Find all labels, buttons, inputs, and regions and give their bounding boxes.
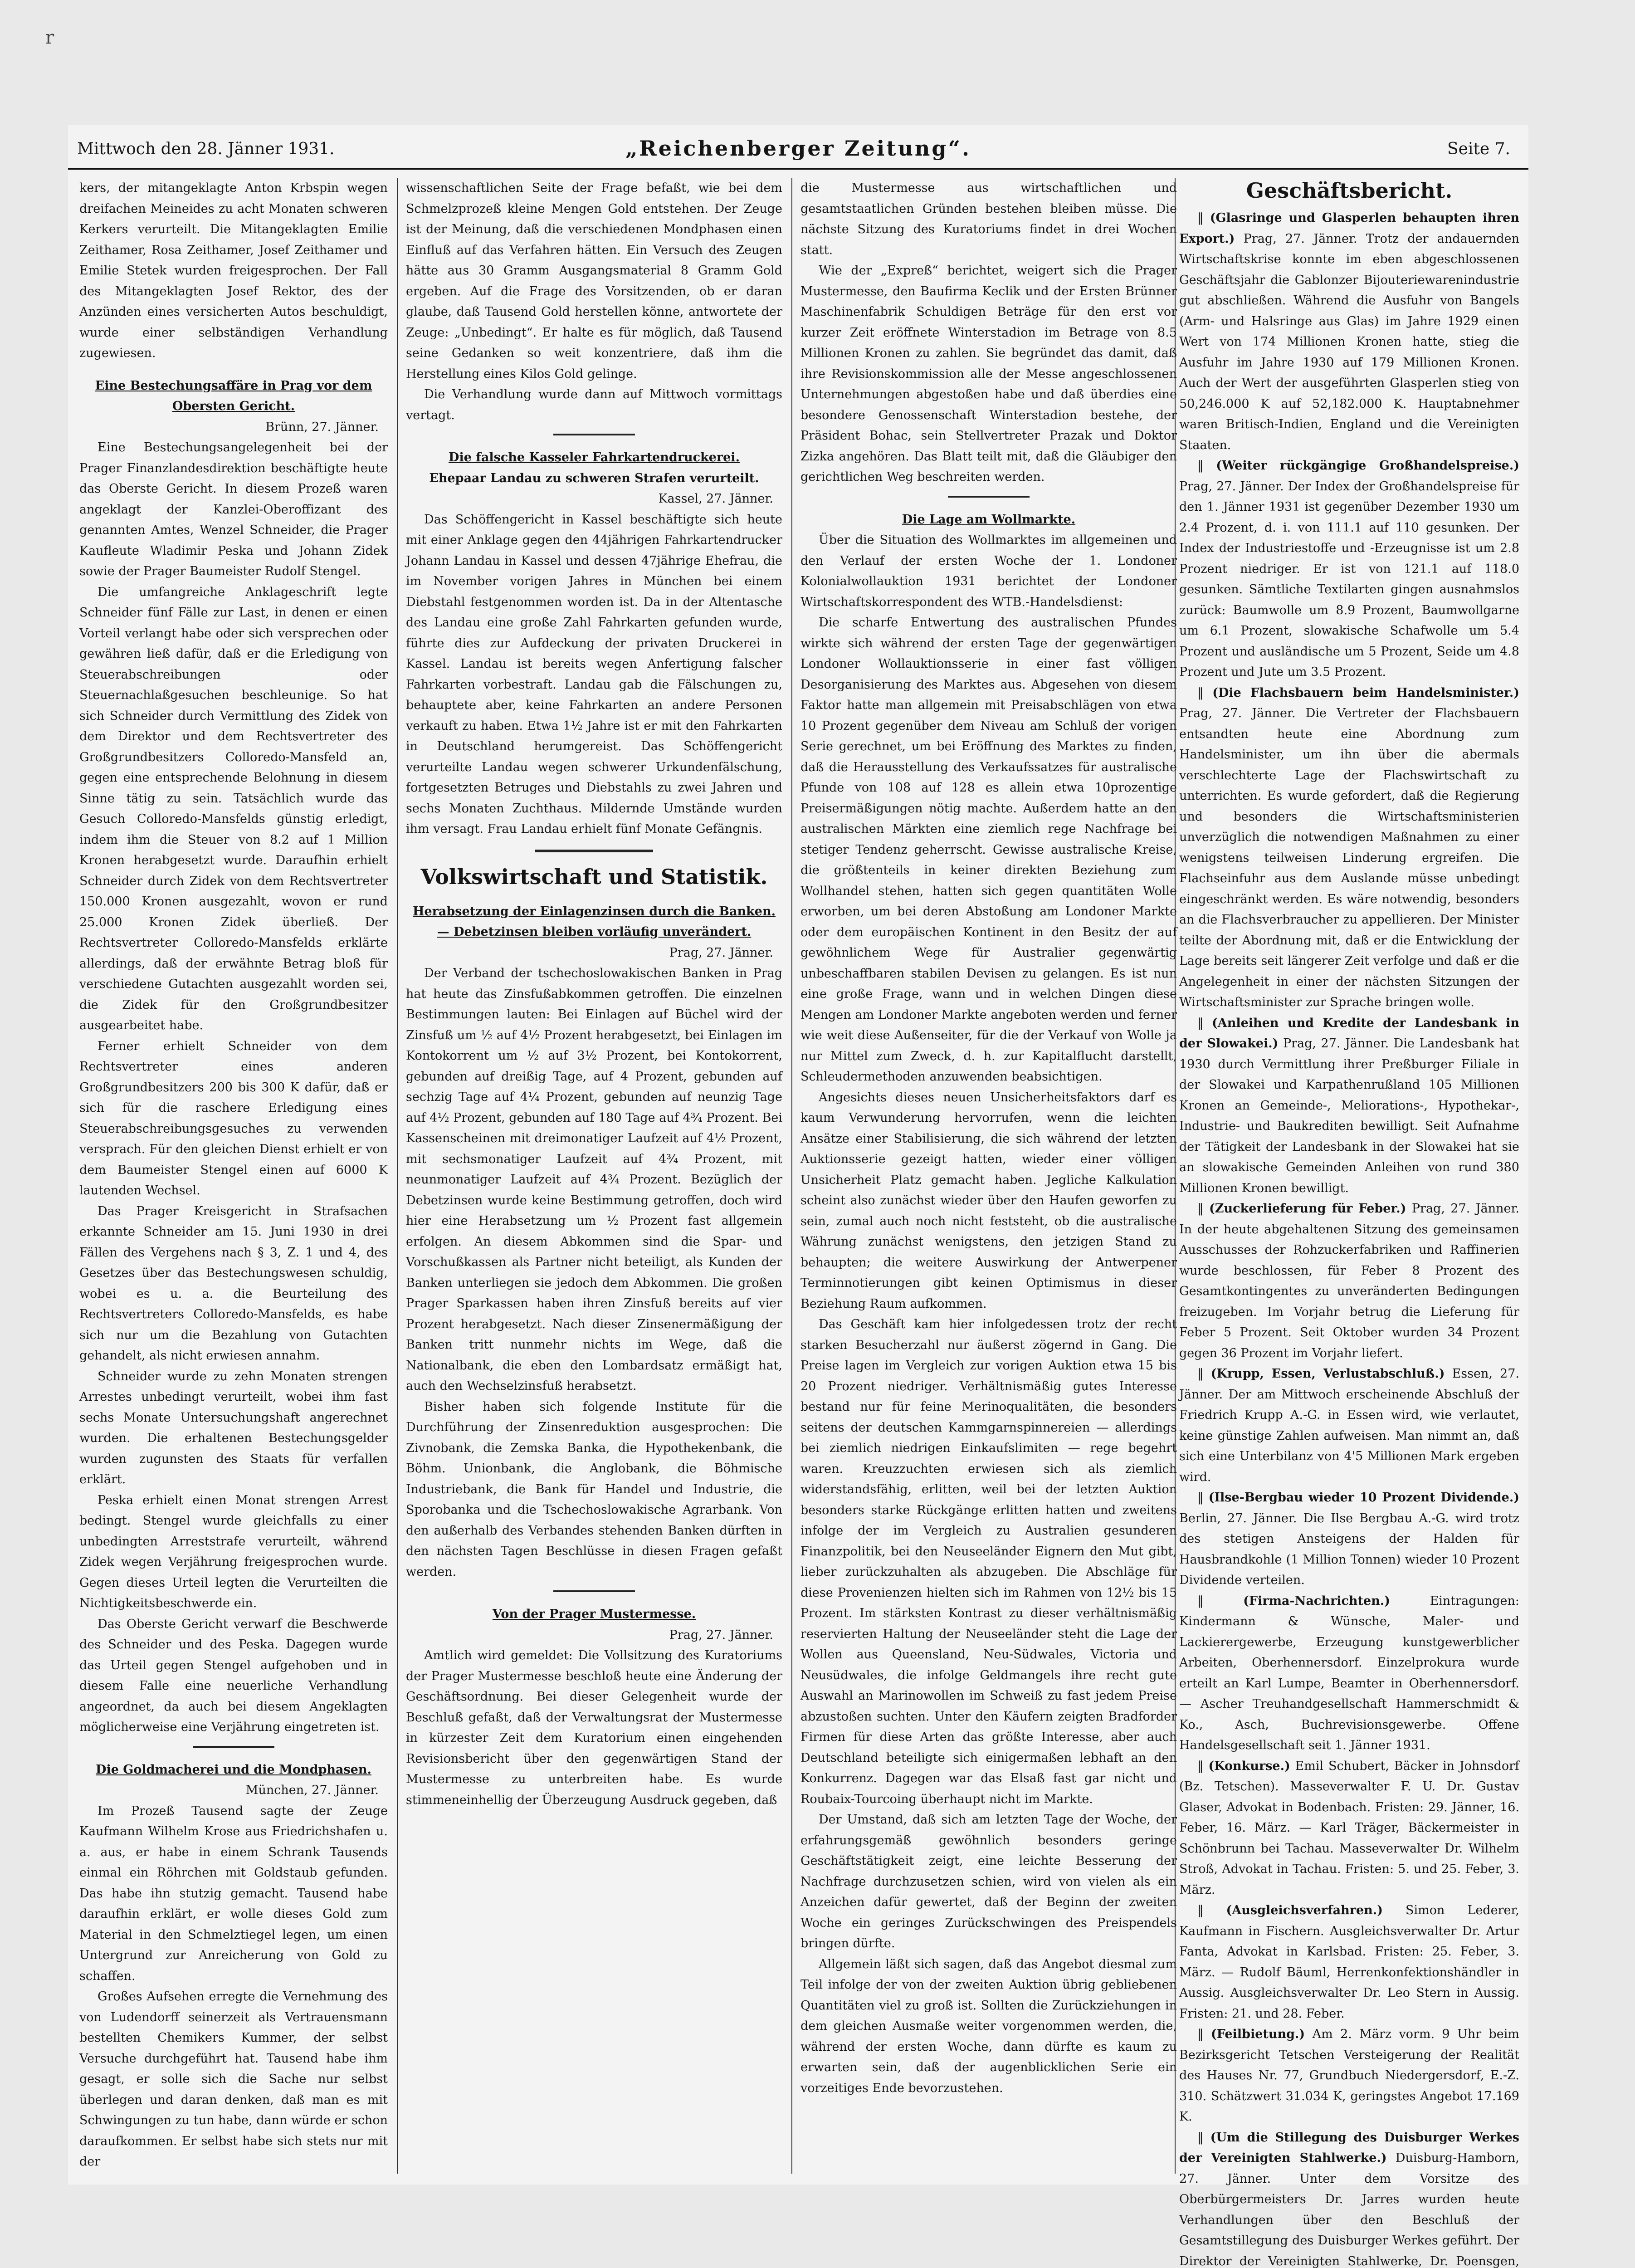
paragraph: Die umfangreiche Anklageschrift legte Schneider fünf Fälle zur Last, in denen er einen Vorteil verlangt habe oder sich versprechen oder gewähren ließ dafür, daß er die Erledigung von Steuerabschreibungen oder Steuernachlaßgesuchen beschleunige. So hat sich Schneider durch Vermittlung des Zidek von dem Direktor und dem Rechtsvertreter des Großgrundbesitzers Colloredo-Mansfeld an, gegen eine entsprechende Belohnung in diesem Sinne tätig zu sein. Tatsächlich wurde das Gesuch Colloredo-Mansfelds günstig erledigt, indem ihm die Steuer von 8.2 auf 1 Million Kronen herabgesetzt wurde. Daraufhin erhielt Schneider durch Zidek von dem Rechtsvertreter 150.000 Kronen ausgezahlt, wovon er rund 25.000 Kronen Zidek überließ. Der Rechtsvertreter Colloredo-Mansfelds erklärte allerdings, daß der erwähnte Betrag bloß für verschiedene Gutachten ausgezahlt worden sei, die Zidek für den Großgrundbesitzer ausgearbeitet habe. xyxy=(79,582,388,1036)
section-divider xyxy=(553,434,635,435)
section-divider xyxy=(948,496,1030,498)
dateline: Kassel, 27. Jänner. xyxy=(406,489,773,509)
paragraph: die Mustermesse aus wirtschaftlichen und gesamtstaatlichen Gründen bestehen bleiben müsse. Die nächste Sitzung des Kuratoriums findet in drei Wochen statt. xyxy=(800,178,1177,260)
business-news-item: ‖ (Krupp, Essen, Verlustabschluß.) Essen, 27. Jänner. Der am Mittwoch erscheinende Abschluß der Friedrich Krupp A.-G. in Essen wird, wie verlautet, keine günstige Zahlen aufweisen. Man nimmt an, daß sich eine Unterbilanz von 4'5 Millionen Mark ergeben wird. xyxy=(1179,1364,1519,1487)
section-divider xyxy=(535,850,653,852)
news-item-heading: (Feilbietung.) xyxy=(1211,2027,1305,2041)
news-item-text: Prag, 27. Jänner. Die Landesbank hat 1930 durch Vermittlung ihrer Preßburger Filiale in der Slowakei und Karpathenrußland 105 Millionen Kronen an Gemeinde-, Meliorations-, Hypothekar-, Industrie- und Baukrediten bewilligt. Seit Aufnahme der Tätigkeit der Landesbank in der Slowakei hat sie an slowakische Gemeinden Anleihen von rund 380 Millionen Kronen bewilligt. xyxy=(1179,1036,1519,1195)
dateline: Prag, 27. Jänner. xyxy=(406,943,773,963)
section-divider xyxy=(193,1746,274,1748)
column-3 xyxy=(800,178,1177,2178)
business-news-item: ‖ (Die Flachsbauern beim Handelsminister.) Prag, 27. Jänner. Die Vertreter der Flachsbauern entsandten heute eine Abordnung zum Handelsminister, um ihn über die abermals verschlechterte Lage der Flachswirtschaft zu unterrichten. Es wurde gefordert, daß die Regierung und besonders die Wirtschaftsministerien unverzüglich die notwendigen Maßnahmen zu einer wenigstens teilweisen Linderung ergreifen. Die Flachseinfuhr aus dem Auslande müsse unbedingt eingeschränkt werden. Es wäre notwendig, besonders an die Flachsverbraucher zu appellieren. Der Minister teilte der Abordnung mit, daß er die Entwicklung der Lage bereits seit längerer Zeit verfolge und daß er die Angelegenheit in einer der nächsten Sitzungen der Wirtschaftsminister zur Sprache bringen wolle. xyxy=(1179,683,1519,1013)
paragraph: Amtlich wird gemeldet: Die Vollsitzung des Kuratoriums der Prager Mustermesse beschloß heute eine Änderung der Geschäftsordnung. Bei dieser Gelegenheit wurde der Beschluß gefaßt, daß der Verwaltungsrat der Mustermesse in kürzester Zeit dem Kuratorium einen eingehenden Revisionsbericht über den gegenwärtigen Stand der Mustermesse zu unterbreiten habe. Es wurde stimmeneinhellig der Überzeugung Ausdruck gegeben, daß xyxy=(406,1645,782,1810)
paragraph: Allgemein läßt sich sagen, daß das Angebot diesmal zum Teil infolge der von der zweiten Auktion übrig gebliebenen Quantitäten viel zu groß ist. Sollten die Zurückziehungen in dem gleichen Ausmaße weiter vorgenommen werden, die, während der ersten Woche, dann dürfte es kaum zu erwarten sein, daß der augenblicklichen Serie ein vorzeitiges Ende bevorzustehen. xyxy=(800,1954,1177,2099)
paragraph: Die Verhandlung wurde dann auf Mittwoch vormittags vertagt. xyxy=(406,384,782,425)
newspaper-title: „Reichenberger Zeitung“. xyxy=(68,136,1528,161)
paragraph: Eine Bestechungsangelegenheit bei der Prager Finanzlandesdirektion beschäftigte heute das Oberste Gericht. In diesem Prozeß waren angeklagt der Kanzlei-Oberoffizant des genannten Amtes, Wenzel Schneider, die Prager Kaufleute Wladimir Peska und Johann Zidek sowie der Prager Baumeister Rudolf Stengel. xyxy=(79,437,388,582)
business-news-item: ‖ (Glasringe und Glasperlen behaupten ihren Export.) Prag, 27. Jänner. Trotz der andauernden Wirtschaftskrise konnte im eben abgeschlossenen Geschäftsjahr die Gablonzer Bijouteriewarenindustrie gut abschließen. Während die Ausfuhr von Bangels (Arm- und Halsringe aus Glas) im Jahre 1929 einen Wert von 174 Millionen Kronen hatte, stieg die Ausfuhr im Jahre 1930 auf 179 Millionen Kronen. Auch der Wert der ausgeführten Glasperlen stieg von 50,246.000 K auf 52,182.000 K. Hauptabnehmer waren Britisch-Indien, England und die Vereinigten Staaten. xyxy=(1179,208,1519,455)
news-item-text: Simon Lederer, Kaufmann in Fischern. Ausgleichsverwalter Dr. Artur Fanta, Advokat in Karlsbad. Fristen: 25. Feber, 3. März. — Rudolf Bäuml, Herrenkonfektionshändler in Aussig. Ausgleichsverwalter Dr. Leo Stern in Aussig. Fristen: 21. und 28. Feber. xyxy=(1179,1903,1519,2021)
news-item-text: Emil Schubert, Bäcker in Johnsdorf (Bz. Tetschen). Masseverwalter F. U. Dr. Gustav Glaser, Advokat in Bodenbach. Fristen: 29. Jänner, 16. Feber, 16. März. — Karl Träger, Bäckermeister in Schönbrunn bei Tachau. Masseverwalter Dr. Wilhelm Stroß, Advokat in Tachau. Fristen: 5. und 25. Feber, 3. März. xyxy=(1179,1759,1519,1897)
business-news-item: ‖ (Konkurse.) Emil Schubert, Bäcker in Johnsdorf (Bz. Tetschen). Masseverwalter F. U. Dr. Gustav Glaser, Advokat in Bodenbach. Fristen: 29. Jänner, 16. Feber, 16. März. — Karl Träger, Bäckermeister in Schönbrunn bei Tachau. Masseverwalter Dr. Wilhelm Stroß, Advokat in Tachau. Fristen: 5. und 25. Feber, 3. März. xyxy=(1179,1756,1519,1901)
business-news-list xyxy=(1179,208,1519,2268)
page-header xyxy=(68,136,1528,177)
article-headline: Eine Bestechungsaffäre in Prag vor dem Obersten Gericht. xyxy=(79,376,388,417)
news-item-heading: (Ausgleichsverfahren.) xyxy=(1226,1903,1383,1917)
column-2 xyxy=(406,178,782,2178)
section-title: Volkswirtschaft und Statistik. xyxy=(406,864,782,890)
article-headline: Die Lage am Wollmarkte. xyxy=(800,509,1177,530)
news-item-heading: (Ilse-Bergbau wieder 10 Prozent Dividende.) xyxy=(1209,1491,1519,1505)
business-news-item: ‖ (Um die Stillegung des Duisburger Werkes der Vereinigten Stahlwerke.) Duisburg-Hamborn, 27. Jänner. Unter dem Vorsitze des Oberbürgermeisters Dr. Jarres wurden heute Verhandlungen über den Beschluß der Gesamtstillegung des Duisburger Werkes geführt. Der Direktor der Vereinigten Stahlwerke, Dr. Poensgen, xyxy=(1179,2127,1519,2268)
dateline: München, 27. Jänner. xyxy=(79,1780,379,1801)
paragraph: Das Oberste Gericht verwarf die Beschwerde des Schneider und des Peska. Dagegen wurde das Urteil gegen Stengel aufgehoben und in diesem Falle eine neuerliche Verhandlung angeordnet, da auch bei diesem Angeklagten möglicherweise eine Verjährung eingetreten ist. xyxy=(79,1614,388,1738)
paragraph: Der Verband der tschechoslowakischen Banken in Prag hat heute das Zinsfußabkommen getroffen. Die einzelnen Bestimmungen lauten: Bei Einlagen auf Büchel wird der Zinsfuß um ½ auf 4½ Prozent herabgesetzt, bei Einlagen im Kontokorrent um ½ auf 3½ Prozent, bei Kontokorrent, gebunden auf dreißig Tage, auf 4 Prozent, gebunden auf sechzig Tage auf 4¼ Prozent, gebunden auf neunzig Tage auf 4½ Prozent, gebunden auf 180 Tage auf 4¾ Prozent. Bei Kassenscheinen mit dreimonatiger Laufzeit auf 4½ Prozent, mit sechsmonatiger Laufzeit auf 4¾ Prozent, mit neunmonatiger Laufzeit auf 4¾ Prozent. Bezüglich der Debetzinsen wurde keine Bestimmung getroffen, doch wird hier eine Herabsetzung um ½ Prozent fast allgemein erfolgen. An diesem Abkommen sind die Spar- und Vorschußkassen als Partner nicht beteiligt, als Kunden der Banken unterliegen sie jedoch dem Abkommen. Die großen Prager Sparkassen haben ihren Zinsfuß bereits auf vier Prozent herabgesetzt. Nach dieser Zinsenermäßigung der Banken tritt nunmehr nichts im Wege, daß die Nationalbank, die eben den Lombardsatz ermäßigt hat, auch den Wechselzinsfuß herabsetzt. xyxy=(406,963,782,1397)
column-separator xyxy=(397,178,398,2174)
paragraph: Der Umstand, daß sich am letzten Tage der Woche, der erfahrungsgemäß gewöhnlich besonders geringe Geschäftstätigkeit zeigt, eine leichte Besserung der Nachfrage durchzusetzen schien, wird von vielen als ein Anzeichen dafür gewertet, daß der Beginn der zweiten Woche ein geringes Zurückschwingen des Preispendels bringen dürfte. xyxy=(800,1809,1177,1954)
paragraph: Die scharfe Entwertung des australischen Pfundes wirkte sich während der ersten Tage der gegenwärtigen Londoner Wollauktionsserie in einer fast völligen Desorganisierung des Marktes aus. Abgesehen von diesem Faktor hatte man allgemein mit Preisabschlägen von etwa 10 Prozent gegenüber dem Niveau am Schluß der vorigen Serie gerechnet, um bei Eröffnung des Marktes zu finden, daß die Herausstellung des Verkaufssatzes für australische Pfunde von 108 auf 128 es allein etwa 10prozentige Preisermäßigungen nötig machte. Außerdem hatte an den australischen Märkten eine ziemlich rege Nachfrage bei stetiger Tendenz geherrscht. Gewisse australische Kreise, die größtenteils in keiner direkten Beziehung zum Wollhandel stehen, hatten sich gegen quantitäten Wolle erworben, um bei deren Abstoßung am Londoner Markte oder dem europäischen Kontinent in den Besitz der auf gewöhnlichem Wege für Australier gegenwärtig unbeschaffbaren stabilen Devisen zu gelangen. Es ist nun eine große Frage, wann und in welchen Dingen diese Mengen am Londoner Markte angeboten werden und ferner wie weit diese Außenseiter, für die der Verkauf von Wolle ja nur Mittel zum Zweck, d. h. zur Kapitalflucht darstellt, Schleudermethoden anzuwenden beabsichtigen. xyxy=(800,612,1177,1087)
paragraph: Im Prozeß Tausend sagte der Zeuge Kaufmann Wilhelm Krose aus Friedrichshafen u. a. aus, er habe in einem Schrank Tausends einmal ein Röhrchen mit Goldstaub gefunden. Das habe ihn stutzig gemacht. Tausend habe daraufhin erklärt, er wolle dieses Gold zum Material in den Schmelztiegel legen, um einen Untergrund zur Anreicherung von Gold zu schaffen. xyxy=(79,1801,388,1987)
paragraph: Schneider wurde zu zehn Monaten strengen Arrestes unbedingt verurteilt, wobei ihm fast sechs Monate Untersuchungshaft angerechnet wurden. Die erhaltenen Bestechungsgelder wurden zugunsten des Staats für verfallen erklärt. xyxy=(79,1366,388,1490)
column-4 xyxy=(1179,178,1519,2178)
news-item-text: Eintragungen: Kindermann & Wünsche, Maler- und Lackierergewerbe, Erzeugung kunstgewerblicher Arbeiten, Oberhennersdorf. Einzelprokura wurde erteilt an Karl Lumpe, Beamter in Oberhennersdorf. — Ascher Treuhandgesellschaft Hammerschmidt & Ko., Asch, Buchrevisionsgewerbe. Offene Handelsgesellschaft seit 1. Jänner 1931. xyxy=(1179,1594,1519,1753)
business-news-item: ‖ (Zuckerlieferung für Feber.) Prag, 27. Jänner. In der heute abgehaltenen Sitzung des gemeinsamen Ausschusses der Rohzuckerfabriken und Raffinerien wurde beschlossen, für Feber 8 Prozent des Gesamtkontingentes zu unveränderten Bedingungen freizugeben. Im Vorjahr betrug die Lieferung für Feber 5 Prozent. Seit Oktober wurden 34 Prozent gegen 36 Prozent im Vorjahr liefert. xyxy=(1179,1198,1519,1364)
paragraph: Das Geschäft kam hier infolgedessen trotz der recht starken Besucherzahl nur äußerst zögernd in Gang. Die Preise lagen im Vergleich zur vorigen Auktion etwa 15 bis 20 Prozent niedriger. Verhältnismäßig gutes Interesse bestand nur für feine Merinoqualitäten, die besonders seitens der deutschen Kammgarnspinnereien — allerdings bei ziemlich niedrigen Einkaufslimiten — rege begehrt waren. Kreuzzuchten erwiesen sich als ziemlich widerstandsfähig, erlitten, weil bei der letzten Auktion besonders starke Rückgänge erlitten hatten und zweitens infolge der im Vergleich zu Australien gesunderen Finanzpolitik, bei den Neuseeländer Eignern den Mut gibt, lieber zurückzuhalten als abzugeben. Die Abschläge für diese Provenienzen hielten sich im Rahmen von 12½ bis 15 Prozent. Im stärksten Kontrast zu dieser verhältnismäßig reservierten Haltung der Neuseeländer steht die Lage der Wollen aus Queensland, Neu-Südwales, Victoria und Neusüdwales, die infolge Geldmangels ihre recht gute Auswahl an Marinowollen im Schweiß zu fast jedem Preise abzustoßen suchten. Unter den Käufern zeigten Bradforder Firmen für diese Arten das größte Interesse, aber auch Deutschland beteiligte sich einigermaßen lebhaft an den Konkurrenz. Dagegen war das Elsaß fast gar nicht und Roubaix-Tourcoing überhaupt nicht im Markte. xyxy=(800,1314,1177,1809)
business-news-item: ‖ (Ilse-Bergbau wieder 10 Prozent Dividende.) Berlin, 27. Jänner. Die Ilse Bergbau A.-G. wird trotz des stetigen Ansteigens der Halden für Hausbrandkohle (1 Million Tonnen) wieder 10 Prozent Dividende verteilen. xyxy=(1179,1487,1519,1591)
news-item-text: Essen, 27. Jänner. Der am Mittwoch erscheinende Abschluß der Friedrich Krupp A.-G. in Essen wird, wie verlautet, keine günstige Zahlen aufweisen. Man nimmt an, daß sich eine Unterbilanz von 4'5 Millionen Mark ergeben wird. xyxy=(1179,1367,1519,1484)
article-headline: Herabsetzung der Einlagenzinsen durch die Banken. — Debetzinsen bleiben vorläufig unverändert. xyxy=(406,901,782,943)
business-news-item: ‖ (Weiter rückgängige Großhandelspreise.) Prag, 27. Jänner. Der Index der Großhandelspreise für den 1. Jänner 1931 ist gegenüber Dezember 1930 um 2.4 Prozent, d. i. von 111.1 auf 110 gesunken. Der Index der Industriestoffe und -Erzeugnisse ist um 2.8 Prozent niedriger. Er ist von 121.1 auf 118.0 gesunken. Sämtliche Textilarten gingen ausnahmslos zurück: Baumwolle um 8.9 Prozent, Baumwollgarne um 6.1 Prozent, slowakische Schafwolle um 5.4 Prozent und ausländische um 5 Prozent, Seide um 4.8 Prozent und Jute um 3.5 Prozent. xyxy=(1179,455,1519,683)
business-news-item: ‖ (Ausgleichsverfahren.) Simon Lederer, Kaufmann in Fischern. Ausgleichsverwalter Dr. Artur Fanta, Advokat in Karlsbad. Fristen: 25. Feber, 3. März. — Rudolf Bäuml, Herrenkonfektionshändler in Aussig. Ausgleichsverwalter Dr. Leo Stern in Aussig. Fristen: 21. und 28. Feber. xyxy=(1179,1900,1519,2024)
article-headline: Von der Prager Mustermesse. xyxy=(406,1604,782,1625)
dateline: Prag, 27. Jänner. xyxy=(406,1625,773,1646)
article-headline: Die Goldmacherei und die Mondphasen. xyxy=(79,1760,388,1780)
section-title: Geschäftsbericht. xyxy=(1179,178,1519,203)
dateline: Brünn, 27. Jänner. xyxy=(79,417,379,438)
news-item-text: Duisburg-Hamborn, 27. Jänner. Unter dem Vorsitze des Oberbürgermeisters Dr. Jarres wurden heute Verhandlungen über den Beschluß der Gesamtstillegung des Duisburger Werkes geführt. Der Direktor der Vereinigten Stahlwerke, Dr. Poensgen, xyxy=(1179,2151,1519,2268)
news-item-heading: (Glasringe und Glasperlen behaupten ihren Export.) xyxy=(1179,211,1519,246)
news-item-heading: (Weiter rückgängige Großhandelspreise.) xyxy=(1216,459,1519,473)
column-1 xyxy=(79,178,388,2178)
header-rule xyxy=(68,168,1528,170)
column-separator xyxy=(791,178,792,2174)
article-subheadline: Ehepaar Landau zu schweren Strafen verurteilt. xyxy=(406,468,782,489)
header-date: Mittwoch den 28. Jänner 1931. xyxy=(77,140,335,158)
business-news-item: ‖ (Anleihen und Kredite der Landesbank in der Slowakei.) Prag, 27. Jänner. Die Landesbank hat 1930 durch Vermittlung ihrer Preßburger Filiale in der Slowakei und Karpathenrußland 105 Millionen Kronen an Gemeinde-, Meliorations-, Hypothekar-, Industrie- und Baukrediten bewilligt. Seit Aufnahme der Tätigkeit der Landesbank in der Slowakei hat sie an slowakische Gemeinden Anleihen von rund 380 Millionen Kronen bewilligt. xyxy=(1179,1013,1519,1199)
paragraph: Großes Aufsehen erregte die Vernehmung des von Ludendorff seinerzeit als Vertrauensmann bestellten Chemikers Kummer, der selbst Versuche durchgeführt hat. Tausend habe ihm gesagt, er solle sich die Sache nur selbst überlegen und daran denken, daß man es mit Schwingungen zu tun habe, dann würde er schon daraufkommen. Er selbst habe sich stets nur mit der xyxy=(79,1986,388,2172)
news-item-heading: (Krupp, Essen, Verlustabschluß.) xyxy=(1211,1367,1445,1381)
paragraph: wissenschaftlichen Seite der Frage befaßt, wie bei dem Schmelzprozeß kleine Mengen Gold entstehen. Der Zeuge ist der Meinung, daß die verschiedenen Mondphasen einen Einfluß auf das Verfahren hätten. Ein Versuch des Zeugen hätte aus 30 Gramm Ausgangsmaterial 8 Gramm Gold ergeben. Auf die Frage des Vorsitzenden, ob er daran glaube, daß Tausend Gold herstellen könne, antwortete der Zeuge: „Unbedingt“. Er halte es für möglich, daß Tausend seine Gedanken so weit konzentriere, daß ihm die Herstellung eines Kilos Gold gelinge. xyxy=(406,178,782,384)
corner-mark: r xyxy=(45,27,54,48)
news-item-text: Prag, 27. Jänner. Die Vertreter der Flachsbauern entsandten heute eine Abordnung zum Handelsminister, um ihn über die abermals verschlechterte Lage der Flachswirtschaft zu unterrichten. Es wurde gefordert, daß die Regierung und besonders die Wirtschaftsministerien unverzüglich die notwendigen Maßnahmen zu einer wenigstens teilweisen Linderung ergreifen. Die Flachseinfuhr aus dem Auslande müsse unbedingt eingeschränkt werden. Es wäre notwendig, besonders an die Flachsverbraucher zu appellieren. Der Minister teilte der Abordnung mit, daß er die Entwicklung der Lage bereits seit längerer Zeit verfolge und daß er die Angelegenheit in einer der nächsten Sitzungen der Wirtschaftsminister zur Sprache bringen wolle. xyxy=(1179,706,1519,1009)
paragraph: Über die Situation des Wollmarktes im allgemeinen und den Verlauf der ersten Woche der 1. Londoner Kolonialwollauktion 1931 berichtet der Londoner Wirtschaftskorrespondent des WTB.-Handelsdienst: xyxy=(800,530,1177,612)
news-item-heading: (Konkurse.) xyxy=(1208,1759,1290,1773)
business-news-item: ‖ (Firma-Nachrichten.) Eintragungen: Kindermann & Wünsche, Maler- und Lackierergewerbe, Erzeugung kunstgewerblicher Arbeiten, Oberhennersdorf. Einzelprokura wurde erteilt an Karl Lumpe, Beamter in Oberhennersdorf. — Ascher Treuhandgesellschaft Hammerschmidt & Ko., Asch, Buchrevisionsgewerbe. Offene Handelsgesellschaft seit 1. Jänner 1931. xyxy=(1179,1591,1519,1756)
news-item-text: Prag, 27. Jänner. Der Index der Großhandelspreise für den 1. Jänner 1931 ist gegenüber Dezember 1930 um 2.4 Prozent, d. i. von 111.1 auf 110 gesunken. Der Index der Industriestoffe und -Erzeugnisse ist um 2.8 Prozent niedriger. Er ist von 121.1 auf 118.0 gesunken. Sämtliche Textilarten gingen ausnahmslos zurück: Baumwolle um 8.9 Prozent, Baumwollgarne um 6.1 Prozent, slowakische Schafwolle um 5.4 Prozent und ausländische um 5 Prozent, Seide um 4.8 Prozent und Jute um 3.5 Prozent. xyxy=(1179,479,1519,679)
news-item-heading: (Die Flachsbauern beim Handelsminister.) xyxy=(1212,686,1519,700)
news-item-text: Am 2. März vorm. 9 Uhr beim Bezirksgericht Tetschen Versteigerung der Realität des Hauses Nr. 77, Grundbuch Niedergersdorf, E.-Z. 310. Schätzwert 31.034 K, geringstes Angebot 17.169 K. xyxy=(1179,2027,1519,2124)
section-divider xyxy=(553,1590,635,1592)
news-item-heading: (Firma-Nachrichten.) xyxy=(1243,1594,1390,1608)
paragraph: Peska erhielt einen Monat strengen Arrest bedingt. Stengel wurde gleichfalls zu einer unbedingten Arreststrafe verurteilt, während Zidek wegen Verjährung freigesprochen wurde. Gegen dieses Urteil legten die Verurteilten die Nichtigkeitsbeschwerde ein. xyxy=(79,1490,388,1614)
paragraph: Wie der „Expreß“ berichtet, weigert sich die Prager Mustermesse, den Baufirma Keclik und der Ersten Brünner Maschinenfabrik Schuldigen Beträge für den erst vor kurzer Zeit eröffnete Winterstadion im Betrage von 8.5 Millionen Kronen zu zahlen. Sie begründet das damit, daß ihre Revisionskommission alle der Messe angeschlossenen Unternehmungen abgestoßen habe und daß überdies eine besondere Genossenschaft Winterstadion bestehe, der Präsident Bohac, sein Stellvertreter Prazak und Doktor Zizka angehören. Das Blatt teilt mit, daß die Gläubiger den gerichtlichen Weg beschreiten werden. xyxy=(800,260,1177,488)
news-item-text: Berlin, 27. Jänner. Die Ilse Bergbau A.-G. wird trotz des stetigen Ansteigens der Halden für Hausbrandkohle (1 Million Tonnen) wieder 10 Prozent Dividende verteilen. xyxy=(1179,1511,1519,1588)
business-news-item: ‖ (Feilbietung.) Am 2. März vorm. 9 Uhr beim Bezirksgericht Tetschen Versteigerung der Realität des Hauses Nr. 77, Grundbuch Niedergersdorf, E.-Z. 310. Schätzwert 31.034 K, geringstes Angebot 17.169 K. xyxy=(1179,2024,1519,2127)
paragraph: Angesichts dieses neuen Unsicherheitsfaktors darf es kaum Verwunderung hervorrufen, wenn die leichten Ansätze einer Stabilisierung, die sich während der letzten Auktionsserie gezeigt hatten, wieder einer völligen Unsicherheit Platz gemacht haben. Jegliche Kalkulation scheint also zunächst wieder über den Haufen geworfen zu sein, zumal auch noch nicht feststeht, ob die australische Währung zunächst wenigstens, den jetzigen Stand zu behaupten; die weitere Auswirkung der Antwerpener Terminnotierungen gibt keinen Optimismus in dieser Beziehung Raum aufkommen. xyxy=(800,1087,1177,1315)
news-item-heading: (Anleihen und Kredite der Landesbank in der Slowakei.) xyxy=(1179,1016,1519,1051)
news-item-text: Prag, 27. Jänner. Trotz der andauernden Wirtschaftskrise konnte im eben abgeschlossenen Geschäftsjahr die Gablonzer Bijouteriewarenindustrie gut abschließen. Während die Ausfuhr von Bangels (Arm- und Halsringe aus Glas) im Jahre 1929 einen Wert von 174 Millionen Kronen hatte, stieg die Ausfuhr im Jahre 1930 auf 179 Millionen Kronen. Auch der Wert der ausgeführten Glasperlen stieg von 50,246.000 K auf 52,182.000 K. Hauptabnehmer waren Britisch-Indien, England und die Vereinigten Staaten. xyxy=(1179,232,1519,452)
page-number: Seite 7. xyxy=(1447,140,1510,158)
paragraph: Bisher haben sich folgende Institute für die Durchführung der Zinsenreduktion ausgesprochen: Die Zivnobank, die Zemska Banka, die Hypothekenbank, die Böhm. Unionbank, die Anglobank, die Böhmische Industriebank, die Bank für Handel und Industrie, die Sporobanka und die Tschechoslowakische Agrarbank. Von den außerhalb des Verbandes stehenden Banken dürften in den nächsten Tagen Beschlüsse in diesen Fragen gefaßt werden. xyxy=(406,1397,782,1583)
paragraph: kers, der mitangeklagte Anton Krbspin wegen dreifachen Meineides zu acht Monaten schweren Kerkers verurteilt. Die Mitangeklagten Emilie Zeithamer, Rosa Zeithamer, Josef Zeithamer und Emilie Stetek wurden freigesprochen. Der Fall des Mitangeklagten Josef Rektor, des der Anzünden eines versicherten Autos beschuldigt, wurde einer selbständigen Verhandlung zugewiesen. xyxy=(79,178,388,364)
news-item-heading: (Um die Stillegung des Duisburger Werkes der Vereinigten Stahlwerke.) xyxy=(1179,2131,1519,2165)
paragraph: Das Schöffengericht in Kassel beschäftigte sich heute mit einer Anklage gegen den 44jährigen Fahrkartendrucker Johann Landau in Kassel und dessen 47jährige Ehefrau, die im November vorigen Jahres in München bei einem Diebstahl festgenommen worden ist. Da in der Altentasche des Landau eine große Zahl Fahrkarten gefunden wurde, führte dies zur Aufdeckung der privaten Druckerei in Kassel. Landau ist bereits wegen Anfertigung falscher Fahrkarten vorbestraft. Landau gab die Fälschungen zu, behauptete aber, keine Fahrkarten an andere Personen verkauft zu haben. Etwa 1½ Jahre ist er mit den Fahrkarten in Deutschland herumgereist. Das Schöffengericht verurteilte Landau wegen schwerer Urkundenfälschung, fortgesetzten Betruges und Diebstahls zu zwei Jahren und sechs Monaten Zuchthaus. Mildernde Umstände wurden ihm versagt. Frau Landau erhielt fünf Monate Gefängnis. xyxy=(406,509,782,840)
paragraph: Das Prager Kreisgericht in Strafsachen erkannte Schneider am 15. Juni 1930 in drei Fällen des Vergehens nach § 3, Z. 1 und 4, des Gesetzes über das Bestechungswesen schuldig, wobei es u. a. die Beurteilung des Rechtsvertreters Colloredo-Mansfelds, es habe sich nur um die Bezahlung von Gutachten gehandelt, als nicht erwiesen annahm. xyxy=(79,1201,388,1366)
article-headline: Die falsche Kasseler Fahrkartendruckerei. xyxy=(406,447,782,468)
news-item-heading: (Zuckerlieferung für Feber.) xyxy=(1209,1202,1406,1216)
paragraph: Ferner erhielt Schneider von dem Rechtsvertreter eines anderen Großgrundbesitzers 200 bis 300 K dafür, daß er sich für die raschere Erledigung eines Steuerabschreibungsgesuches zu verwenden versprach. Für den gleichen Dienst erhielt er von dem Baumeister Stengel einen auf 6000 K lautenden Wechsel. xyxy=(79,1036,388,1201)
news-item-text: Prag, 27. Jänner. In der heute abgehaltenen Sitzung des gemeinsamen Ausschusses der Rohzuckerfabriken und Raffinerien wurde beschlossen, für Feber 8 Prozent des Gesamtkontingentes zu unveränderten Bedingungen freizugeben. Im Vorjahr betrug die Lieferung für Feber 5 Prozent. Seit Oktober wurden 34 Prozent gegen 36 Prozent im Vorjahr liefert. xyxy=(1179,1202,1519,1360)
